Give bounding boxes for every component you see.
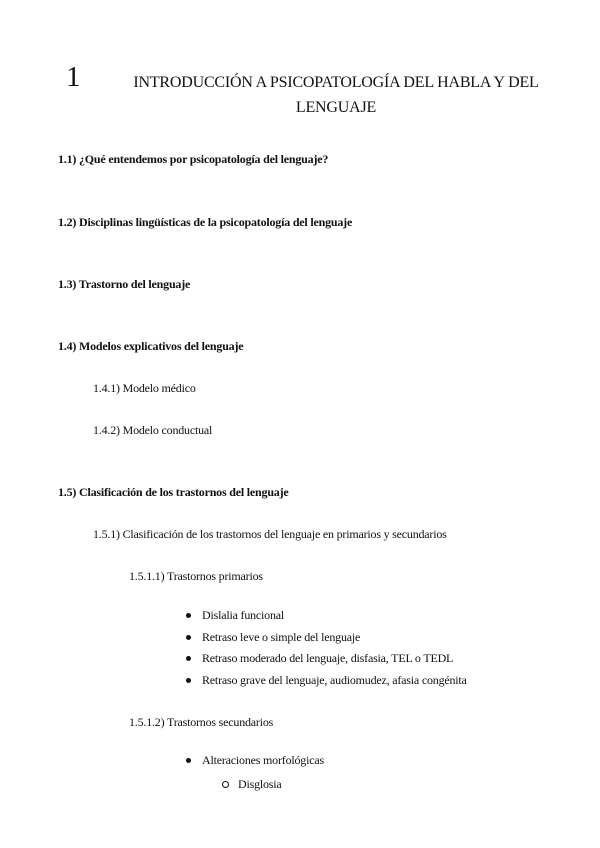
primarios-list [186, 605, 467, 691]
bullet-icon [186, 758, 191, 763]
list-item [186, 605, 467, 627]
bullet-icon [186, 656, 191, 661]
bullet-icon [186, 613, 191, 618]
section-heading-1-2: 1.2) Disciplinas lingüísticas de la psicopatología del lenguaje [58, 215, 353, 229]
subsection-heading-1-5-1: 1.5.1) Clasificación de los trastornos del lenguaje en primarios y secundarios [93, 527, 447, 541]
bullet-icon [186, 635, 191, 640]
subsubsection-heading-1-5-1-2: 1.5.1.2) Trastornos secundarios [129, 715, 274, 729]
list-item-text: Dislalia funcional [202, 608, 285, 622]
secundarios-sublist-item [222, 776, 282, 792]
section-heading-1-4: 1.4) Modelos explicativos del lenguaje [58, 339, 244, 353]
section-heading-1-3: 1.3) Trastorno del lenguaje [58, 277, 191, 291]
list-item [186, 648, 467, 670]
list-item-text: Retraso grave del lenguaje, audiomudez, afasia congénita [202, 672, 467, 687]
subsection-heading-1-4-1: 1.4.1) Modelo médico [93, 381, 196, 395]
subsection-heading-1-4-2: 1.4.2) Modelo conductual [93, 423, 213, 437]
list-item [186, 627, 467, 649]
section-heading-1-1: 1.1) ¿Qué entendemos por psicopatología del lenguaje? [58, 152, 329, 166]
list-item-text: Retraso leve o simple del lenguaje [202, 629, 361, 644]
chapter-number: 1 [66, 61, 81, 93]
section-heading-1-5: 1.5) Clasificación de los trastornos del lenguaje [58, 485, 289, 499]
subsubsection-heading-1-5-1-1: 1.5.1.1) Trastornos primarios [129, 569, 263, 583]
list-item-text: Retraso moderado del lenguaje, disfasia, TEL o TEDL [202, 651, 454, 665]
list-item-text: Disglosia [238, 777, 282, 791]
list-item-text: Alteraciones morfológicas [202, 753, 324, 767]
secundarios-list-item [186, 752, 324, 768]
list-item [186, 670, 467, 692]
hollow-bullet-icon [222, 781, 229, 788]
chapter-title: INTRODUCCIÓN A PSICOPATOLOGÍA DEL HABLA Y DEL LENGUAJE [133, 74, 539, 116]
bullet-icon [186, 678, 191, 683]
